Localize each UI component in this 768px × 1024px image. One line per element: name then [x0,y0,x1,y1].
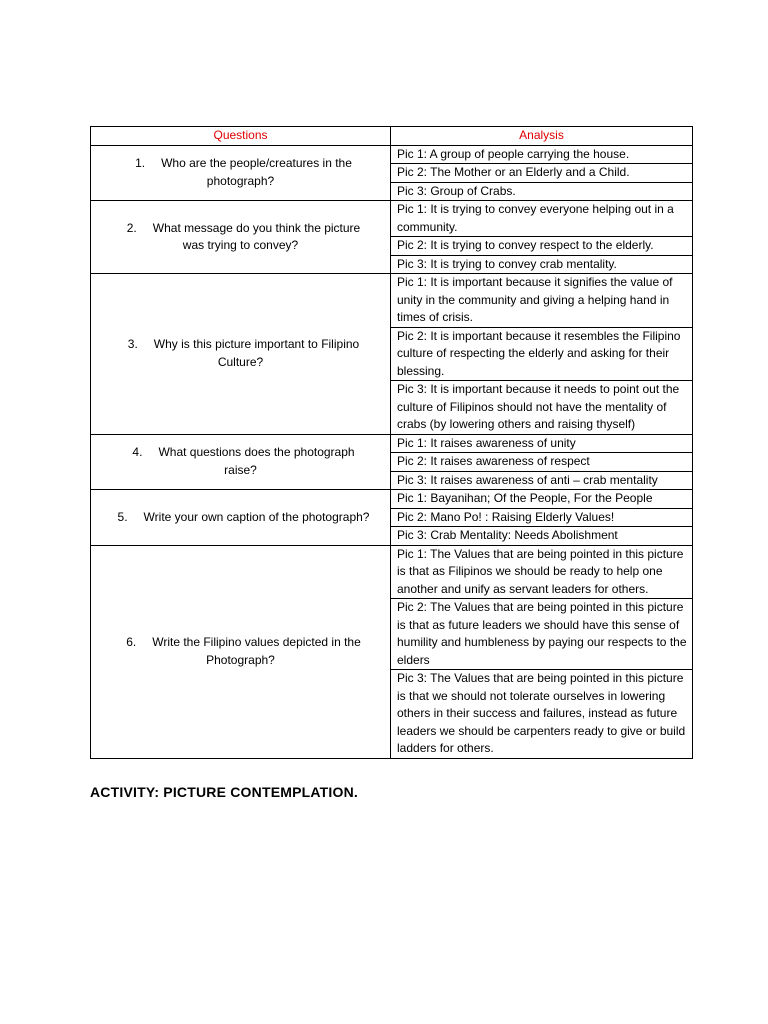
analysis-cell: Pic 2: It is trying to convey respect to the elderly. [391,237,693,256]
analysis-cell: Pic 2: It is important because it resembles the Filipino culture of respecting the elderly and asking for their blessing. [391,327,693,381]
analysis-cell: Pic 1: It is trying to convey everyone helping out in a community. [391,201,693,237]
question-number: 1. [135,156,146,171]
question-text: What message do you think the picture was trying to convey? [152,220,361,252]
question-cell [91,145,391,201]
analysis-cell: Pic 3: Group of Crabs. [391,182,693,201]
question-number: 6. [126,635,137,649]
table-row [91,545,693,599]
table-row [91,145,693,164]
analysis-cell: Pic 2: The Mother or an Elderly and a Child. [391,164,693,183]
question-text: Who are the people/creatures in the photograph? [161,156,352,188]
questions-analysis-table [90,126,693,759]
analysis-cell: Pic 1: A group of people carrying the house. [391,145,693,164]
analysis-cell: Pic 3: It is trying to convey crab mentality. [391,255,693,274]
analysis-cell: Pic 3: Crab Mentality: Needs Abolishment [391,527,693,546]
table-body [91,145,693,758]
table-row [91,434,693,453]
analysis-cell: Pic 1: It raises awareness of unity [391,434,693,453]
question-text: Write the Filipino values depicted in the Photograph? [152,635,361,667]
question-number: 2. [126,220,137,235]
analysis-cell: Pic 1: The Values that are being pointed in this picture is that as Filipinos we should be ready to help one another and unify as servant leaders for others. [391,545,693,599]
analysis-cell: Pic 3: The Values that are being pointed in this picture is that we should not tolerate ourselves in lowering others in their success and failures, instead as future leaders we should be carpenters ready to give or build ladders for others. [391,670,693,759]
question-text: Why is this picture important to Filipino Culture? [153,337,360,369]
analysis-cell: Pic 2: The Values that are being pointed in this picture is that as future leaders we should have this sense of humility and humbleness by paying our respects to the elders [391,599,693,670]
table-header-row [91,127,693,146]
analysis-cell: Pic 3: It raises awareness of anti – crab mentality [391,471,693,490]
analysis-header: Analysis [391,127,693,146]
table-row [91,274,693,328]
analysis-cell: Pic 3: It is important because it needs to point out the culture of Filipinos should not have the mentality of crabs (by lowering others and raising thyself) [391,381,693,435]
analysis-cell: Pic 2: Mano Po! : Raising Elderly Values! [391,508,693,527]
question-text: Write your own caption of the photograph? [143,509,370,524]
activity-title: ACTIVITY: PICTURE CONTEMPLATION. [90,784,358,800]
question-cell [91,201,391,274]
question-cell [91,274,391,435]
questions-header: Questions [91,127,391,146]
table-row [91,490,693,509]
question-cell [91,545,391,758]
question-text: What questions does the photograph raise? [158,445,355,477]
table-row [91,201,693,237]
question-cell [91,434,391,490]
analysis-cell: Pic 1: Bayanihan; Of the People, For the People [391,490,693,509]
analysis-cell: Pic 1: It is important because it signifies the value of unity in the community and giving a helping hand in times of crisis. [391,274,693,328]
question-number: 3. [127,337,138,352]
question-cell [91,490,391,546]
analysis-cell: Pic 2: It raises awareness of respect [391,453,693,472]
question-number: 5. [117,509,128,524]
question-number: 4. [132,445,143,460]
